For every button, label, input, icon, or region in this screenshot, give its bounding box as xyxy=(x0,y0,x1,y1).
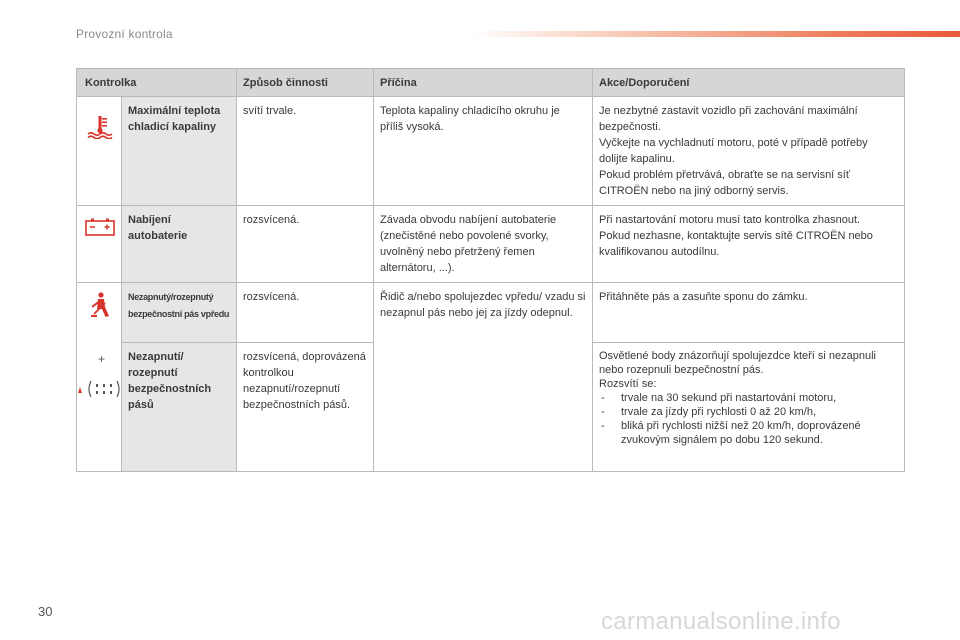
action xyxy=(593,343,905,472)
cause: Závada obvodu nabíjení autobaterie (znečistěné nebo povolené svorky, uvolněný nebo přetržený řemen alternátoru, ...). xyxy=(374,206,593,283)
column-header-zpusob: Způsob činnosti xyxy=(237,69,374,97)
cause: Teplota kapaliny chladicího okruhu je příliš vysoká. xyxy=(374,97,593,206)
table-row xyxy=(77,206,905,283)
list-item: - bliká při rychlosti nižší než 20 km/h, doprovázené zvukovým signálem po dobu 120 sekund. xyxy=(599,419,898,447)
table-row xyxy=(77,97,905,206)
warning-name: Nezapnutí/ rozepnutí bezpečnostních pásů xyxy=(122,343,237,472)
action xyxy=(593,283,905,343)
action-line: Osvětlené body znázorňují spolujezdce kteří si nezapnuli nebo rozepnuli bezpečnostní pás. xyxy=(599,350,876,376)
operation-mode: rozsvícená. xyxy=(237,283,374,343)
warning-name: Nabíjení autobaterie xyxy=(122,206,237,283)
table-header-row xyxy=(77,69,905,97)
section-title: Provozní kontrola xyxy=(76,27,173,41)
operation-mode: svítí trvale. xyxy=(237,97,374,206)
action-bullet-list xyxy=(599,391,898,447)
action-line: Rozsvítí se: xyxy=(599,378,657,390)
cause: Řidič a/nebo spolujezdec vpředu/ vzadu si nezapnul pás nebo jej za jízdy odepnul. xyxy=(374,283,593,472)
operation-mode: rozsvícená, doprovázená kontrolkou nezapnutí/rozepnutí bezpečnostních pásů. xyxy=(237,343,374,472)
battery-icon xyxy=(85,218,115,236)
column-header-kontrolka: Kontrolka xyxy=(77,69,237,97)
column-header-akce: Akce/Doporučení xyxy=(593,69,905,97)
column-header-pricina: Příčina xyxy=(374,69,593,97)
action-line: Při nastartování motoru musí tato kontrolka zhasnout. xyxy=(599,214,861,226)
action-line: Je nezbytné zastavit vozidlo při zachování maximální bezpečnosti. xyxy=(599,105,858,133)
list-item: - trvale na 30 sekund při nastartování motoru, xyxy=(599,391,898,405)
icon-cell xyxy=(77,206,122,283)
action-line: Přitáhněte pás a zasuňte sponu do zámku. xyxy=(599,291,808,303)
page-number: 30 xyxy=(38,604,53,619)
list-item: - trvale za jízdy při rychlosti 0 až 20 km/h, xyxy=(599,405,898,419)
header-accent-bar xyxy=(470,31,960,37)
action xyxy=(593,206,905,283)
action-line: Vyčkejte na vychladnutí motoru, poté v případě potřeby dolijte kapalinu. xyxy=(599,137,868,165)
coolant-temperature-icon xyxy=(87,115,113,139)
table-row xyxy=(77,283,905,343)
warning-name: Maximální teplota chladicí kapaliny xyxy=(122,97,237,206)
operation-mode: rozsvícená. xyxy=(237,206,374,283)
icon-cell xyxy=(77,97,122,206)
seatbelt-icon xyxy=(89,292,111,318)
watermark: carmanualsonline.info xyxy=(601,608,841,635)
warning-name: Nezapnutý/rozepnutý bezpečnostní pás vpředu xyxy=(122,283,237,343)
warning-lights-table xyxy=(76,68,905,472)
action xyxy=(593,97,905,206)
rear-seatbelt-display-icon xyxy=(77,379,121,399)
action-line: Pokud nezhasne, kontaktujte servis sítě CITROËN nebo kvalifikovanou autodílnu. xyxy=(599,230,873,258)
icon-cell xyxy=(77,283,122,472)
action-line: Pokud problém přetrvává, obraťte se na servisní síť CITROËN nebo na jiný odborný servis. xyxy=(599,169,850,197)
plus-sign: + xyxy=(98,352,106,366)
